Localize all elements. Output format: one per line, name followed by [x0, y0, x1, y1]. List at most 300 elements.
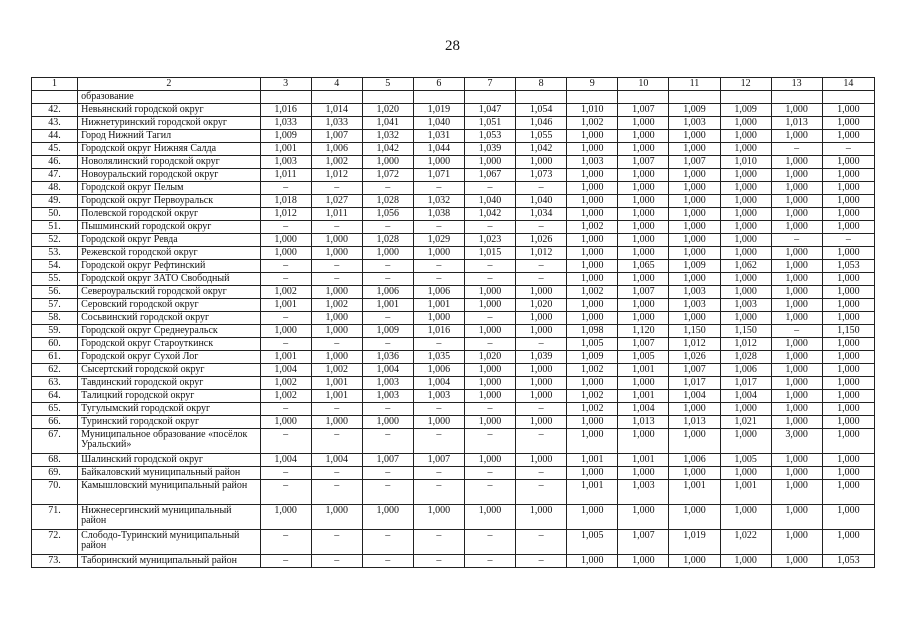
coefficient-cell: 1,000 [311, 286, 362, 299]
coefficient-cell: 1,006 [413, 286, 464, 299]
table-row [32, 454, 875, 467]
coefficient-cell: 1,120 [618, 325, 669, 338]
coefficient-cell: 1,003 [669, 286, 720, 299]
coefficient-cell: 1,001 [720, 480, 771, 505]
coefficient-cell: – [516, 530, 567, 555]
municipality-name: Новолялинский городской округ [78, 156, 260, 169]
coefficient-cell: 1,000 [618, 312, 669, 325]
municipality-name: Нижнетуринский городской округ [78, 117, 260, 130]
coefficient-cell: 1,000 [567, 429, 618, 454]
coefficient-cell: 1,000 [464, 325, 515, 338]
coefficient-cell: – [464, 480, 515, 505]
coefficient-cell: 1,000 [771, 273, 822, 286]
coefficient-cell: 1,027 [311, 195, 362, 208]
coefficient-cell: 1,000 [720, 182, 771, 195]
table-row [32, 104, 875, 117]
coefficient-cell: – [413, 182, 464, 195]
coefficient-cell: – [311, 530, 362, 555]
coefficient-cell: – [516, 555, 567, 568]
coefficient-cell: 1,000 [822, 156, 874, 169]
coefficient-cell: 1,000 [669, 505, 720, 530]
coefficient-cell: 1,002 [260, 390, 311, 403]
table-row [32, 364, 875, 377]
coefficient-cell: 1,000 [771, 169, 822, 182]
coefficient-cell: 1,000 [771, 555, 822, 568]
row-number: 42. [32, 104, 78, 117]
coefficient-cell: 1,001 [618, 364, 669, 377]
municipality-name: Нижнесергинский муниципальный район [78, 505, 260, 530]
coefficient-cell: 1,014 [311, 104, 362, 117]
column-header: 2 [78, 78, 260, 91]
coefficient-cell: 1,004 [413, 377, 464, 390]
coefficient-cell: 1,032 [413, 195, 464, 208]
coefficient-cell: 1,004 [260, 364, 311, 377]
coefficient-cell: – [516, 221, 567, 234]
coefficient-cell: 1,000 [771, 364, 822, 377]
column-header: 1 [32, 78, 78, 91]
coefficient-cell: 1,001 [413, 299, 464, 312]
coefficient-cell: 1,000 [516, 325, 567, 338]
municipality-name: Городской округ Пелым [78, 182, 260, 195]
page-number: 28 [445, 38, 460, 54]
coefficient-cell: 1,039 [464, 143, 515, 156]
coefficient-cell: 1,018 [260, 195, 311, 208]
coefficient-cell: – [260, 182, 311, 195]
coefficient-cell: 1,013 [618, 416, 669, 429]
coefficient-cell: – [362, 555, 413, 568]
coefficient-cell: – [516, 273, 567, 286]
municipality-name: Невьянский городской округ [78, 104, 260, 117]
coefficient-cell: 1,000 [720, 169, 771, 182]
coefficient-cell: – [464, 467, 515, 480]
coefficient-cell: 1,016 [413, 325, 464, 338]
coefficient-cell: 1,000 [413, 156, 464, 169]
coefficient-cell: 1,000 [771, 505, 822, 530]
row-number: 45. [32, 143, 78, 156]
coefficient-cell: 1,000 [618, 467, 669, 480]
table-row [32, 221, 875, 234]
coefficient-cell: 1,010 [720, 156, 771, 169]
coefficient-cell: 1,000 [464, 416, 515, 429]
coefficient-cell: – [822, 143, 874, 156]
coefficient-cell: 1,000 [720, 195, 771, 208]
row-number: 63. [32, 377, 78, 390]
coefficient-cell: – [464, 182, 515, 195]
coefficient-cell: 1,026 [669, 351, 720, 364]
coefficient-cell: 1,000 [362, 505, 413, 530]
coefficient-cell: 1,007 [669, 364, 720, 377]
coefficient-cell: 1,000 [771, 377, 822, 390]
municipality-name: Городской округ ЗАТО Свободный [78, 273, 260, 286]
coefficient-cell [413, 91, 464, 104]
coefficient-cell: 1,000 [822, 117, 874, 130]
coefficient-cell: 1,005 [618, 351, 669, 364]
coefficient-cell: 1,033 [311, 117, 362, 130]
coefficient-cell: – [516, 480, 567, 505]
coefficient-cell: 1,012 [669, 338, 720, 351]
coefficient-cell: 1,004 [720, 390, 771, 403]
coefficient-cell: – [362, 312, 413, 325]
coefficient-cell: 1,000 [822, 247, 874, 260]
coefficient-cell: 1,013 [669, 416, 720, 429]
coefficient-cell: 1,026 [516, 234, 567, 247]
row-number: 71. [32, 505, 78, 530]
coefficient-cell: 1,038 [413, 208, 464, 221]
coefficient-cell: – [260, 338, 311, 351]
coefficient-cell: 1,000 [516, 454, 567, 467]
coefficient-cell: 1,003 [567, 156, 618, 169]
row-number: 59. [32, 325, 78, 338]
coefficient-cell: 1,004 [618, 403, 669, 416]
coefficient-cell: 1,000 [720, 208, 771, 221]
coefficient-cell: 1,000 [822, 312, 874, 325]
coefficient-cell [720, 91, 771, 104]
column-header: 12 [720, 78, 771, 91]
coefficient-cell: 1,029 [413, 234, 464, 247]
coefficient-cell: 1,000 [311, 416, 362, 429]
coefficient-cell: 1,001 [618, 454, 669, 467]
coefficients-table [31, 77, 875, 568]
coefficient-cell: 1,000 [567, 234, 618, 247]
coefficient-cell: – [260, 467, 311, 480]
coefficient-cell: 1,003 [260, 156, 311, 169]
coefficient-cell: – [311, 273, 362, 286]
coefficient-cell: 1,150 [720, 325, 771, 338]
row-number: 60. [32, 338, 78, 351]
coefficient-cell: 1,000 [516, 364, 567, 377]
coefficient-cell: 1,001 [567, 480, 618, 505]
coefficient-cell: 1,011 [311, 208, 362, 221]
coefficient-cell: – [771, 325, 822, 338]
row-number: 47. [32, 169, 78, 182]
coefficient-cell: – [413, 480, 464, 505]
coefficient-cell: 1,000 [771, 299, 822, 312]
coefficient-cell: 1,062 [720, 260, 771, 273]
table-row [32, 234, 875, 247]
row-number: 67. [32, 429, 78, 454]
coefficient-cell: – [413, 555, 464, 568]
coefficient-cell: – [311, 338, 362, 351]
coefficient-cell: 1,020 [516, 299, 567, 312]
table-row [32, 195, 875, 208]
coefficient-cell: 1,002 [260, 286, 311, 299]
row-number: 53. [32, 247, 78, 260]
municipality-name: Таборинский муниципальный район [78, 555, 260, 568]
coefficient-cell: 1,002 [567, 286, 618, 299]
coefficient-cell: 1,000 [771, 104, 822, 117]
table-row [32, 273, 875, 286]
coefficient-cell: – [464, 429, 515, 454]
municipality-name: Городской округ Староуткинск [78, 338, 260, 351]
coefficient-cell: 1,000 [720, 143, 771, 156]
coefficient-cell: 1,002 [567, 390, 618, 403]
coefficient-cell: – [464, 260, 515, 273]
coefficient-cell: – [260, 403, 311, 416]
coefficient-cell: – [260, 480, 311, 505]
coefficient-cell: 1,000 [362, 156, 413, 169]
coefficient-cell: 1,000 [771, 416, 822, 429]
coefficient-cell: 1,000 [362, 247, 413, 260]
coefficient-cell: 1,001 [311, 377, 362, 390]
coefficient-cell: 1,000 [822, 286, 874, 299]
coefficient-cell: 1,000 [720, 117, 771, 130]
coefficient-cell: 1,000 [822, 104, 874, 117]
coefficient-cell: 1,007 [311, 130, 362, 143]
coefficient-cell: 1,003 [413, 390, 464, 403]
coefficient-cell: 1,053 [822, 260, 874, 273]
column-header: 8 [516, 78, 567, 91]
coefficient-cell: 1,000 [669, 429, 720, 454]
municipality-name: Город Нижний Тагил [78, 130, 260, 143]
coefficient-cell: 1,000 [822, 221, 874, 234]
coefficient-cell: 1,003 [618, 480, 669, 505]
coefficient-cell: – [311, 403, 362, 416]
coefficient-cell: – [464, 221, 515, 234]
coefficient-cell: 1,040 [413, 117, 464, 130]
coefficient-cell: 1,012 [260, 208, 311, 221]
coefficient-cell: – [413, 530, 464, 555]
coefficient-cell: 1,006 [311, 143, 362, 156]
municipality-name: Городской округ Ревда [78, 234, 260, 247]
coefficient-cell: 1,012 [516, 247, 567, 260]
coefficient-cell: 1,000 [464, 299, 515, 312]
coefficient-cell: 1,000 [720, 221, 771, 234]
municipality-name: Тавдинский городской округ [78, 377, 260, 390]
coefficient-cell [567, 91, 618, 104]
coefficient-cell [464, 91, 515, 104]
coefficient-cell: – [464, 403, 515, 416]
coefficient-cell: 1,000 [771, 338, 822, 351]
municipality-name: образование [78, 91, 260, 104]
municipality-name: Городской округ Среднеуральск [78, 325, 260, 338]
coefficient-cell: 1,019 [413, 104, 464, 117]
coefficient-cell: 1,051 [464, 117, 515, 130]
row-number: 70. [32, 480, 78, 505]
municipality-name: Пышминский городской округ [78, 221, 260, 234]
coefficient-cell: 1,006 [669, 454, 720, 467]
coefficient-cell: – [771, 143, 822, 156]
coefficient-cell: 1,000 [822, 195, 874, 208]
coefficient-cell: 1,020 [464, 351, 515, 364]
coefficient-cell: 1,000 [720, 312, 771, 325]
coefficient-cell: 3,000 [771, 429, 822, 454]
coefficient-cell: 1,000 [822, 338, 874, 351]
coefficient-cell: 1,000 [669, 273, 720, 286]
coefficient-cell: 1,000 [669, 221, 720, 234]
coefficient-cell: 1,040 [464, 195, 515, 208]
table-row [32, 403, 875, 416]
coefficient-cell: 1,000 [771, 312, 822, 325]
coefficient-cell: 1,000 [771, 130, 822, 143]
row-number: 61. [32, 351, 78, 364]
coefficient-cell: 1,000 [822, 169, 874, 182]
coefficient-cell: 1,000 [771, 467, 822, 480]
coefficient-cell: 1,000 [822, 505, 874, 530]
coefficient-cell: – [311, 182, 362, 195]
coefficient-cell [669, 91, 720, 104]
coefficient-cell: 1,012 [720, 338, 771, 351]
coefficient-cell [260, 91, 311, 104]
coefficient-cell: 1,000 [771, 247, 822, 260]
municipality-name: Муниципальное образование «посёлок Уральский» [78, 429, 260, 454]
coefficient-cell: 1,000 [464, 505, 515, 530]
table-row [32, 467, 875, 480]
coefficient-cell: 1,042 [516, 143, 567, 156]
coefficient-cell: 1,000 [822, 351, 874, 364]
header-row [32, 78, 875, 91]
coefficient-cell: 1,054 [516, 104, 567, 117]
coefficient-cell: 1,000 [413, 247, 464, 260]
coefficient-cell: 1,000 [311, 325, 362, 338]
coefficient-cell: 1,053 [822, 555, 874, 568]
coefficient-cell: 1,013 [771, 117, 822, 130]
coefficient-cell: – [260, 530, 311, 555]
coefficient-cell: 1,000 [567, 467, 618, 480]
coefficient-cell: 1,000 [669, 312, 720, 325]
coefficient-cell: 1,007 [618, 530, 669, 555]
coefficient-cell: 1,000 [618, 555, 669, 568]
column-header: 4 [311, 78, 362, 91]
coefficient-cell: 1,000 [413, 312, 464, 325]
coefficient-cell: 1,000 [311, 505, 362, 530]
table-row [32, 530, 875, 555]
coefficient-cell: 1,065 [618, 260, 669, 273]
coefficient-cell: 1,023 [464, 234, 515, 247]
coefficient-cell: 1,000 [822, 467, 874, 480]
coefficient-cell: 1,000 [771, 260, 822, 273]
coefficient-cell: 1,020 [362, 104, 413, 117]
coefficient-cell: 1,010 [567, 104, 618, 117]
coefficient-cell: 1,000 [669, 169, 720, 182]
coefficient-cell: 1,000 [567, 312, 618, 325]
coefficient-cell: – [516, 182, 567, 195]
table-row [32, 377, 875, 390]
coefficient-cell: – [362, 338, 413, 351]
coefficient-cell: 1,000 [567, 416, 618, 429]
table-row [32, 182, 875, 195]
table-row [32, 429, 875, 454]
coefficient-cell: 1,002 [311, 364, 362, 377]
municipality-name: Слободо-Туринский муниципальный район [78, 530, 260, 555]
table-row [32, 208, 875, 221]
coefficient-cell: 1,000 [720, 429, 771, 454]
municipality-name: Городской округ Сухой Лог [78, 351, 260, 364]
coefficient-cell: 1,007 [618, 156, 669, 169]
row-number: 65. [32, 403, 78, 416]
coefficient-cell: 1,000 [567, 208, 618, 221]
coefficient-cell: – [260, 429, 311, 454]
coefficient-cell: 1,000 [464, 377, 515, 390]
coefficient-cell: – [311, 221, 362, 234]
coefficient-cell: 1,000 [669, 247, 720, 260]
coefficient-cell: 1,000 [311, 234, 362, 247]
table-row [32, 143, 875, 156]
coefficient-cell: – [516, 403, 567, 416]
coefficient-cell: 1,004 [311, 454, 362, 467]
column-header: 9 [567, 78, 618, 91]
table-row [32, 351, 875, 364]
coefficient-cell: 1,032 [362, 130, 413, 143]
row-number: 48. [32, 182, 78, 195]
coefficient-cell: 1,000 [464, 286, 515, 299]
coefficient-cell: 1,002 [311, 156, 362, 169]
coefficient-cell: 1,028 [720, 351, 771, 364]
coefficient-cell: 1,004 [362, 364, 413, 377]
coefficient-cell: 1,000 [822, 364, 874, 377]
municipality-name: Шалинский городской округ [78, 454, 260, 467]
coefficient-cell: – [311, 429, 362, 454]
coefficient-cell: 1,042 [464, 208, 515, 221]
table-row [32, 312, 875, 325]
coefficient-cell: – [413, 467, 464, 480]
coefficient-cell: 1,000 [669, 467, 720, 480]
column-header: 6 [413, 78, 464, 91]
coefficient-cell [516, 91, 567, 104]
coefficient-cell: 1,000 [413, 505, 464, 530]
coefficient-cell: 1,000 [618, 117, 669, 130]
coefficient-cell: 1,000 [822, 416, 874, 429]
coefficient-cell: 1,046 [516, 117, 567, 130]
table-row [32, 91, 875, 104]
coefficient-cell: 1,002 [260, 377, 311, 390]
coefficient-cell: 1,000 [822, 390, 874, 403]
row-number: 46. [32, 156, 78, 169]
coefficient-cell: 1,000 [669, 195, 720, 208]
coefficient-cell: 1,017 [720, 377, 771, 390]
row-number [32, 91, 78, 104]
coefficient-cell: 1,012 [311, 169, 362, 182]
coefficient-cell: 1,007 [413, 454, 464, 467]
coefficient-cell: 1,009 [669, 104, 720, 117]
coefficient-cell: – [413, 260, 464, 273]
coefficient-cell: 1,000 [260, 505, 311, 530]
coefficient-cell: 1,000 [720, 247, 771, 260]
table-row [32, 247, 875, 260]
column-header: 7 [464, 78, 515, 91]
coefficient-cell [362, 91, 413, 104]
coefficient-cell: 1,000 [618, 169, 669, 182]
coefficient-cell: 1,000 [822, 480, 874, 505]
coefficient-cell: 1,002 [567, 403, 618, 416]
coefficient-cell: 1,009 [720, 104, 771, 117]
coefficient-cell: 1,000 [567, 143, 618, 156]
coefficient-cell: 1,000 [516, 312, 567, 325]
coefficient-cell: – [464, 530, 515, 555]
coefficient-cell: – [516, 467, 567, 480]
coefficient-cell: – [260, 555, 311, 568]
row-number: 66. [32, 416, 78, 429]
row-number: 69. [32, 467, 78, 480]
coefficient-cell: 1,006 [720, 364, 771, 377]
coefficient-cell: 1,015 [464, 247, 515, 260]
coefficient-cell: 1,003 [669, 117, 720, 130]
coefficient-cell: 1,000 [464, 454, 515, 467]
coefficient-cell: – [362, 403, 413, 416]
municipality-name: Новоуральский городской округ [78, 169, 260, 182]
coefficient-cell: 1,009 [362, 325, 413, 338]
coefficient-cell: 1,000 [464, 156, 515, 169]
coefficient-cell: – [311, 467, 362, 480]
coefficient-cell: 1,004 [260, 454, 311, 467]
row-number: 68. [32, 454, 78, 467]
coefficient-cell: 1,044 [413, 143, 464, 156]
coefficient-cell: – [260, 273, 311, 286]
row-number: 58. [32, 312, 78, 325]
coefficient-cell: 1,000 [260, 325, 311, 338]
coefficient-cell: 1,000 [771, 403, 822, 416]
coefficient-cell: 1,000 [516, 377, 567, 390]
coefficient-cell: 1,000 [669, 143, 720, 156]
